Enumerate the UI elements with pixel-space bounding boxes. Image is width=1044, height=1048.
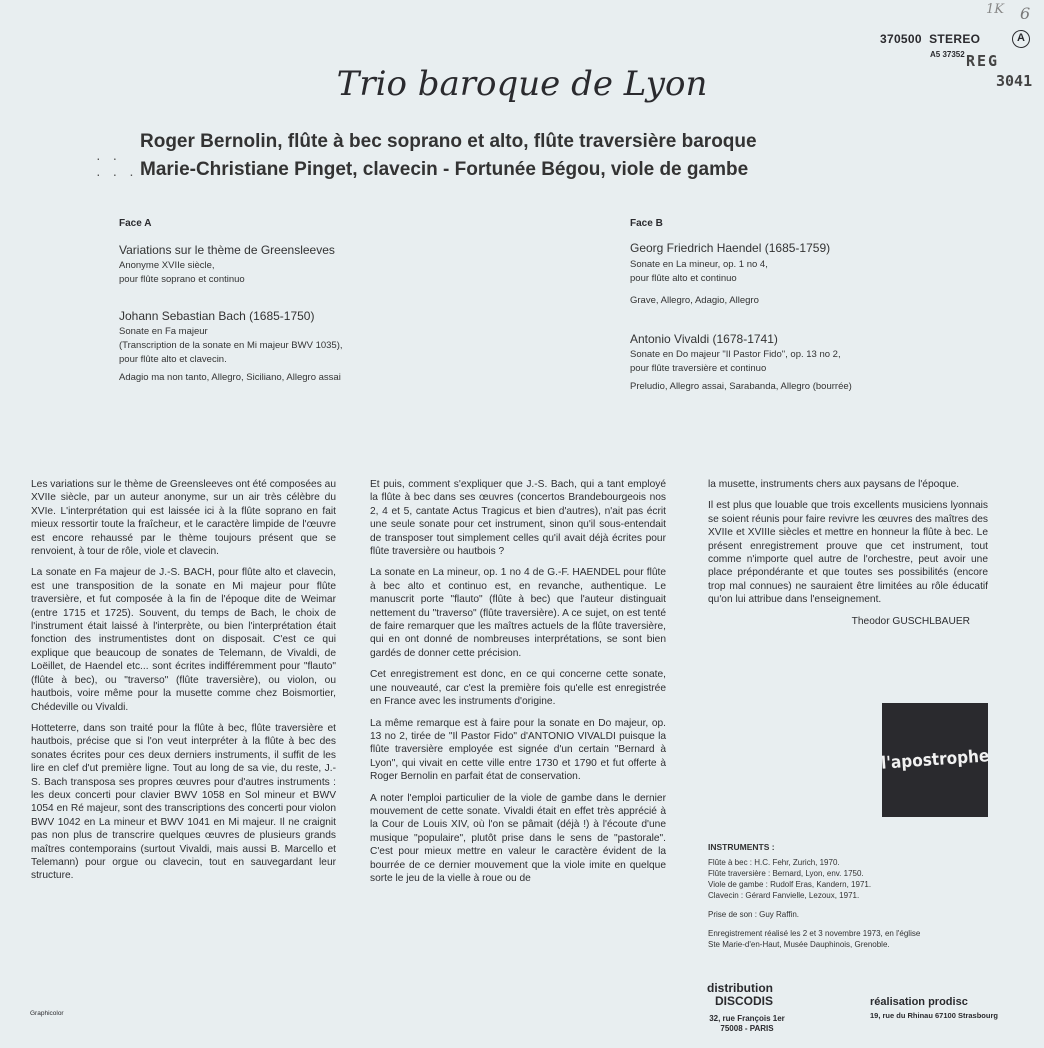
stamp-reg: REG — [966, 52, 1000, 70]
paragraph: Et puis, comment s'expliquer que J.-S. Bach, qui a tant employé la flûte à bec dans ses œuvres (concertos Brandebourgeois nos 2, 4 et 5, cantate Actus Tragicus et bien d'autres), n'ait pas écrit une seule sonate pour cet instrument, sinon qu'il sous-entendait de transposer tout simplement celles qu'il avait déjà écrites pour flûte traversière ou hautbois ? — [370, 479, 666, 558]
realisation: réalisation prodisc — [870, 996, 968, 1008]
distribution: distribution DISCODIS — [707, 981, 774, 1008]
logo-text: l'apostrophe — [880, 746, 990, 774]
notes-column-1 — [31, 478, 336, 891]
album-title: Trio baroque de Lyon — [336, 64, 708, 104]
face-a-work2-desc: Sonate en Fa majeur (Transcription de la sonate en Mi majeur BWV 1035), pour flûte alto et clavecin. Adagio ma non tanto, Allegro, Siciliano, Allegro assai — [119, 326, 343, 383]
author: Theodor GUSCHLBAUER — [851, 615, 970, 627]
face-a-work1-desc: Anonyme XVIIe siècle, pour flûte soprano et continuo — [119, 260, 245, 285]
paragraph: Les variations sur le thème de Greensleeves ont été composées au XVIIe siècle, par un auteur anonyme, sur un air très célèbre du XVIe. L'interprétation qui est laissée ici à la flûte soprano en fait mieux ressortir toute la fraîcheur, et le caractère limpide de l'œuvre est encore rehaussé par le thème toujours présent que se renvoient, à tour de rôle, viole et clavecin. — [31, 479, 336, 558]
paragraph: la musette, instruments chers aux paysans de l'époque. — [708, 479, 960, 490]
pencil-mark: 1K — [986, 2, 1004, 17]
face-b-label: Face B — [630, 218, 663, 229]
notes-column-3 — [708, 478, 988, 636]
decorative-dots: · · · · · — [96, 150, 138, 182]
paragraph: Hotteterre, dans son traité pour la flûte à bec, flûte traversière et hautbois, précise que si l'on veut interpréter à la flûte à bec des sonates écrites pour ces deux derniers instruments, il suffit de les lire en clef d'ut première ligne. Tout au long de sa vie, du reste, J.-S. Bach transposa ses propres œuvres pour d'autres instruments : les deux concerti pour clavier BWV 1058 en Sol mineur et BWV 1054 en Ré majeur, sont des transcriptions des concerti pour violon BWV 1042 en La mineur et BWV 1041 en Mi majeur. Il ne craignit pas non plus de transcrire quelques œuvres de plusieurs grands maîtres contemporains (surtout Vivaldi, mais aussi B. Marcello et Telemann) pour orgue ou clavecin, tout en sauvegardant leur structure. — [31, 722, 336, 882]
catalog-sub: A5 37352 — [930, 50, 965, 59]
face-b-work1-title: Georg Friedrich Haendel (1685-1759) — [630, 241, 831, 255]
apostrophe-logo — [882, 703, 988, 817]
instruments-credits: INSTRUMENTS : Flûte à bec : H.C. Fehr, Zurich, 1970. Flûte traversière : Bernard, Lyon, env. 1750. Viole de gambe : Rudolf Eras, Kandern, 1971. Clavecin : Gérard Fanvielle, Lezoux, 1971. Prise de son : Guy Raffin. Enregistrement réalisé les 2 et 3 novembre 1973, en l'église Ste Marie-d'en-Haut, Musée Dauphinois, Grenoble. — [708, 842, 921, 949]
graphicolor-credit: Graphicolor — [30, 1010, 64, 1017]
face-b-work1-desc: Sonate en La mineur, op. 1 no 4, pour flûte alto et continuo Grave, Allegro, Adagio, Allegro — [630, 259, 768, 306]
realisation-address: 19, rue du Rhinau 67100 Strasbourg — [870, 1011, 998, 1020]
circle-a-mark: A — [1012, 30, 1030, 48]
catalog-number: 370500 STEREO — [880, 32, 981, 46]
distribution-address: 32, rue François 1er 75008 - PARIS — [709, 1014, 785, 1033]
face-a-label: Face A — [119, 218, 152, 229]
paragraph: A noter l'emploi particulier de la viole de gambe dans le dernier mouvement de cette sonate. Vivaldi était en effet très apprécié à la Cour de Louis XIV, où l'on se pâmait (déjà !) à l'écoute d'une musique "populaire", plutôt prise dans le sens de "pastorale". C'est pour mieux mettre en valeur le caractère évident de la bourrée de ce dernier mouvement que la viole imite en quelque sorte le jeu de la vielle à roue ou de — [370, 792, 666, 884]
face-b-work2-desc: Sonate en Do majeur "Il Pastor Fido", op. 13 no 2, pour flûte traversière et continuo Preludio, Allegro assai, Sarabanda, Allegro (bourrée) — [630, 349, 852, 392]
paragraph: Cet enregistrement est donc, en ce qui concerne cette sonate, une nouveauté, car c'est la première fois qu'elle est enregistrée en France avec les instruments d'origine. — [370, 669, 666, 708]
paragraph: La même remarque est à faire pour la sonate en Do majeur, op. 13 no 2, tirée de "Il Pastor Fido" d'ANTONIO VIVALDI puisque la flûte traversière employée est signée d'un certain "Bernard à Lyon", qui vivait en cette ville entre 1730 et 1790 et fut offerte à Roger Bernolin en parfait état de conservation. — [370, 717, 666, 783]
pencil-mark-2: 6 — [1020, 4, 1031, 23]
paragraph: La sonate en Fa majeur de J.-S. BACH, pour flûte alto et clavecin, est une transposition de la sonate en Mi majeur pour flûte traversière, et fut composée à la fin de l'époque dite de Weimar (entre 1715 et 1725). Souvent, du temps de Bach, le choix de l'instrument était laissé à l'interprète, ou bien l'interprétation était fonction des instrumentistes dont on disposait. C'est ce qui explique que beaucoup de sonates de Telemann, de Vivaldi, de Loëillet, de Haendel etc... sont écrites indifféremment pour "flauto" (flûte à bec), ou "traverso" (flûte traversière), ou violon, ou hautbois, voire même pour la musette comme chez Boismortier, Chédeville ou Vivaldi. — [31, 567, 336, 713]
face-a-work2-title: Johann Sebastian Bach (1685-1750) — [119, 309, 315, 323]
notes-column-2 — [370, 478, 666, 893]
performers: Roger Bernolin, flûte à bec soprano et alto, flûte traversière baroque Marie-Christiane Pinget, clavecin - Fortunée Bégou, viole de gambe — [140, 131, 757, 180]
face-a-work1-title: Variations sur le thème de Greensleeves — [119, 243, 335, 257]
face-b-work2-title: Antonio Vivaldi (1678-1741) — [630, 332, 778, 346]
paragraph: La sonate en La mineur, op. 1 no 4 de G.-F. HAENDEL pour flûte à bec alto et continuo est, en revanche, authentique. Le manuscrit porte "flauto" (flûte à bec) que l'auteur distinguait nettement du "traverso" (flûte traversière). A ce sujet, on est tenté de faire remarquer que les maîtres actuels de la flûte traversière, qui en ont donné de nombreuses interprétations, se sont bien gardés de donner cette précision. — [370, 567, 666, 659]
stamp-number: 3041 — [996, 72, 1033, 90]
paragraph: Il est plus que louable que trois excellents musiciens lyonnais se soient réunis pour faire revivre les œuvres des maîtres des XVIIe et XVIIIe siècles et mettre en honneur la flûte à bec. Le présent enregistrement prouve que cet instrument, tout comme n'importe quel autre de l'orchestre, peut avoir une place prépondérante et que toutes ses possibilités (encore trop mal connues) ne sauraient être limitées au rôle éducatif qu'on lui attribue dans l'enseignement. — [708, 500, 988, 606]
